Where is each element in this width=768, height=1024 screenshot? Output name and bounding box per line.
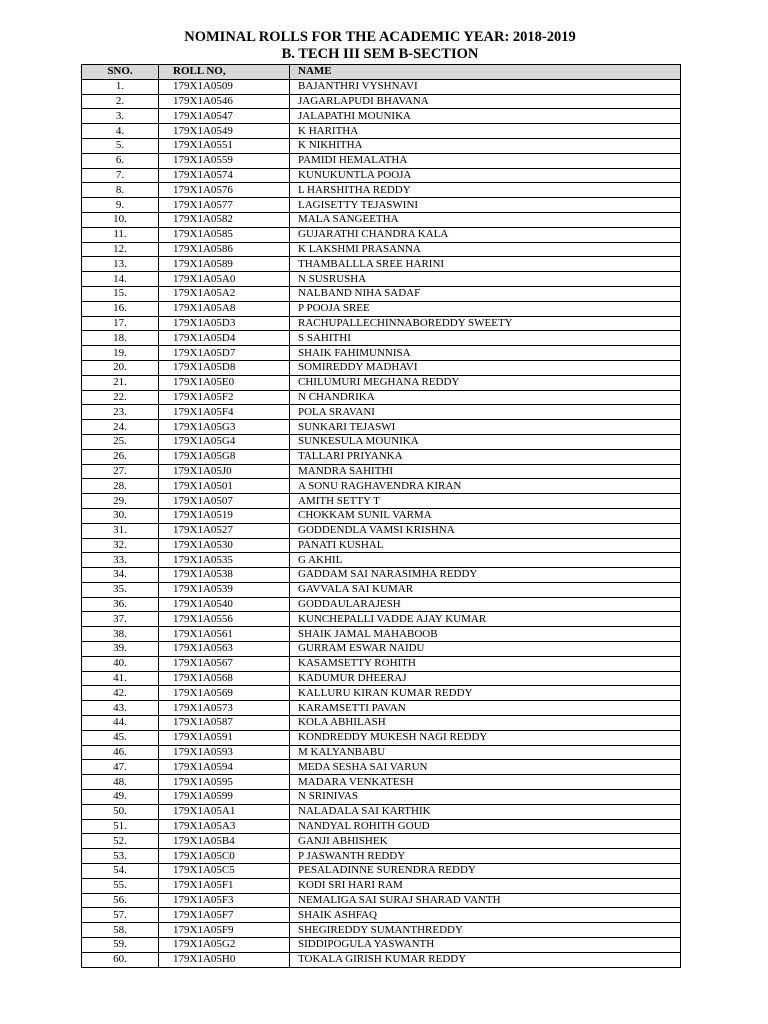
student-name-cell: KUNCHEPALLI VADDE AJAY KUMAR [290,612,681,627]
table-row [82,257,681,272]
roll-number-cell: 179X1A05F2 [159,390,290,405]
table-row [82,405,681,420]
student-name-cell: KONDREDDY MUKESH NAGI REDDY [290,730,681,745]
roll-number-cell: 179X1A0519 [159,508,290,523]
student-name-cell: A SONU RAGHAVENDRA KIRAN [290,479,681,494]
roll-number-cell: 179X1A0577 [159,198,290,213]
table-row [82,508,681,523]
table-row [82,538,681,553]
roll-number-cell: 179X1A05D3 [159,316,290,331]
student-name-cell: AMITH SETTY T [290,494,681,509]
student-name-cell: N SRINIVAS [290,790,681,805]
serial-number-cell: 19. [82,346,159,361]
serial-number-cell: 14. [82,272,159,287]
serial-number-cell: 28. [82,479,159,494]
table-row [82,301,681,316]
serial-number-cell: 42. [82,686,159,701]
student-name-cell: P JASWANTH REDDY [290,849,681,864]
serial-number-cell: 48. [82,775,159,790]
student-name-cell: POLA SRAVANI [290,405,681,420]
table-row [82,272,681,287]
serial-number-cell: 12. [82,242,159,257]
table-row [82,627,681,642]
table-row [82,819,681,834]
roll-number-cell: 179X1A0509 [159,79,290,94]
serial-number-cell: 26. [82,449,159,464]
table-row [82,434,681,449]
roll-number-cell: 179X1A05G8 [159,449,290,464]
student-name-cell: CHILUMURI MEGHANA REDDY [290,375,681,390]
serial-number-cell: 8. [82,183,159,198]
serial-number-cell: 36. [82,597,159,612]
table-row [82,198,681,213]
roll-number-cell: 179X1A0567 [159,656,290,671]
serial-number-cell: 9. [82,198,159,213]
roll-number-cell: 179X1A0569 [159,686,290,701]
serial-number-cell: 23. [82,405,159,420]
roll-number-cell: 179X1A0538 [159,568,290,583]
roll-number-cell: 179X1A0535 [159,553,290,568]
student-name-cell: RACHUPALLECHINNABOREDDY SWEETY [290,316,681,331]
table-row [82,804,681,819]
serial-number-cell: 59. [82,938,159,953]
table-row [82,79,681,94]
serial-number-cell: 39. [82,642,159,657]
student-name-cell: L HARSHITHA REDDY [290,183,681,198]
roll-number-cell: 179X1A05G4 [159,434,290,449]
table-row [82,523,681,538]
nominal-roll-table [81,64,681,968]
table-row [82,331,681,346]
roll-number-cell: 179X1A0573 [159,701,290,716]
student-name-cell: SOMIREDDY MADHAVI [290,360,681,375]
table-row [82,716,681,731]
table-row [82,701,681,716]
serial-number-cell: 51. [82,819,159,834]
table-row [82,790,681,805]
student-name-cell: SHEGIREDDY SUMANTHREDDY [290,923,681,938]
student-name-cell: PESALADINNE SURENDRA REDDY [290,864,681,879]
roll-number-cell: 179X1A05A1 [159,804,290,819]
column-header-sno: SNO. [82,65,159,80]
document-subtitle: B. TECH III SEM B-SECTION [281,46,479,62]
student-name-cell: KODI SRI HARI RAM [290,878,681,893]
table-row [82,864,681,879]
serial-number-cell: 53. [82,849,159,864]
serial-number-cell: 15. [82,286,159,301]
student-name-cell: SUNKESULA MOUNIKA [290,434,681,449]
table-row [82,494,681,509]
roll-number-cell: 179X1A0586 [159,242,290,257]
table-row [82,775,681,790]
serial-number-cell: 32. [82,538,159,553]
student-name-cell: TALLARI PRIYANKA [290,449,681,464]
table-row [82,834,681,849]
roll-number-cell: 179X1A0582 [159,212,290,227]
roll-number-cell: 179X1A0563 [159,642,290,657]
table-row [82,745,681,760]
student-name-cell: KARAMSETTI PAVAN [290,701,681,716]
roll-number-cell: 179X1A05H0 [159,952,290,967]
serial-number-cell: 35. [82,582,159,597]
student-name-cell: MALA SANGEETHA [290,212,681,227]
student-name-cell: SUNKARI TEJASWI [290,420,681,435]
student-name-cell: LAGISETTY TEJASWINI [290,198,681,213]
student-name-cell: KADUMUR DHEERAJ [290,671,681,686]
serial-number-cell: 44. [82,716,159,731]
table-row [82,553,681,568]
table-row [82,730,681,745]
roll-number-cell: 179X1A05C0 [159,849,290,864]
roll-number-cell: 179X1A05B4 [159,834,290,849]
student-name-cell: PAMIDI HEMALATHA [290,153,681,168]
roll-number-cell: 179X1A0540 [159,597,290,612]
roll-number-cell: 179X1A05F1 [159,878,290,893]
serial-number-cell: 22. [82,390,159,405]
student-name-cell: MADARA VENKATESH [290,775,681,790]
student-name-cell: GURRAM ESWAR NAIDU [290,642,681,657]
table-row [82,656,681,671]
student-name-cell: NALADALA SAI KARTHIK [290,804,681,819]
serial-number-cell: 60. [82,952,159,967]
roll-number-cell: 179X1A0527 [159,523,290,538]
table-row [82,671,681,686]
roll-number-cell: 179X1A05A2 [159,286,290,301]
roll-number-cell: 179X1A05A0 [159,272,290,287]
student-name-cell: MANDRA SAHITHI [290,464,681,479]
table-row [82,316,681,331]
student-name-cell: PANATI KUSHAL [290,538,681,553]
serial-number-cell: 30. [82,508,159,523]
roll-number-cell: 179X1A0576 [159,183,290,198]
student-name-cell: KOLA ABHILASH [290,716,681,731]
student-name-cell: S SAHITHI [290,331,681,346]
table-row [82,153,681,168]
table-header-row [82,65,681,80]
table-row [82,760,681,775]
table-row [82,464,681,479]
serial-number-cell: 46. [82,745,159,760]
roll-number-cell: 179X1A05F7 [159,908,290,923]
table-row [82,227,681,242]
roll-number-cell: 179X1A0539 [159,582,290,597]
table-row [82,346,681,361]
roll-number-cell: 179X1A0549 [159,124,290,139]
table-row [82,642,681,657]
serial-number-cell: 21. [82,375,159,390]
roll-number-cell: 179X1A05A8 [159,301,290,316]
student-name-cell: GANJI ABHISHEK [290,834,681,849]
serial-number-cell: 27. [82,464,159,479]
roll-number-cell: 179X1A0599 [159,790,290,805]
student-name-cell: GODDAULARAJESH [290,597,681,612]
table-row [82,286,681,301]
student-name-cell: NALBAND NIHA SADAF [290,286,681,301]
table-row [82,568,681,583]
serial-number-cell: 11. [82,227,159,242]
roll-number-cell: 179X1A0547 [159,109,290,124]
student-name-cell: K LAKSHMI PRASANNA [290,242,681,257]
roll-number-cell: 179X1A0559 [159,153,290,168]
student-name-cell: GODDENDLA VAMSI KRISHNA [290,523,681,538]
roll-number-cell: 179X1A0561 [159,627,290,642]
roll-number-cell: 179X1A05F9 [159,923,290,938]
student-name-cell: NANDYAL ROHITH GOUD [290,819,681,834]
table-row [82,686,681,701]
table-row [82,124,681,139]
roll-number-cell: 179X1A0594 [159,760,290,775]
student-name-cell: SHAIK FAHIMUNNISA [290,346,681,361]
student-name-cell: N CHANDRIKA [290,390,681,405]
student-name-cell: MEDA SESHA SAI VARUN [290,760,681,775]
serial-number-cell: 49. [82,790,159,805]
table-row [82,109,681,124]
student-name-cell: CHOKKAM SUNIL VARMA [290,508,681,523]
roll-number-cell: 179X1A0595 [159,775,290,790]
roll-number-cell: 179X1A0551 [159,138,290,153]
serial-number-cell: 57. [82,908,159,923]
table-row [82,420,681,435]
table-row [82,597,681,612]
table-row [82,893,681,908]
serial-number-cell: 29. [82,494,159,509]
student-name-cell: GAVVALA SAI KUMAR [290,582,681,597]
serial-number-cell: 38. [82,627,159,642]
table-row [82,212,681,227]
table-row [82,138,681,153]
roll-number-cell: 179X1A0530 [159,538,290,553]
serial-number-cell: 17. [82,316,159,331]
table-row [82,94,681,109]
serial-number-cell: 2. [82,94,159,109]
roll-number-cell: 179X1A05A3 [159,819,290,834]
student-name-cell: TOKALA GIRISH KUMAR REDDY [290,952,681,967]
serial-number-cell: 43. [82,701,159,716]
roll-number-cell: 179X1A05D8 [159,360,290,375]
table-row [82,849,681,864]
table-row [82,878,681,893]
roll-number-cell: 179X1A0585 [159,227,290,242]
roll-number-cell: 179X1A0568 [159,671,290,686]
serial-number-cell: 50. [82,804,159,819]
table-row [82,908,681,923]
serial-number-cell: 33. [82,553,159,568]
serial-number-cell: 56. [82,893,159,908]
table-row [82,183,681,198]
student-name-cell: P POOJA SREE [290,301,681,316]
roll-number-cell: 179X1A05G2 [159,938,290,953]
table-row [82,612,681,627]
serial-number-cell: 55. [82,878,159,893]
roll-number-cell: 179X1A05E0 [159,375,290,390]
serial-number-cell: 34. [82,568,159,583]
student-name-cell: N SUSRUSHA [290,272,681,287]
table-row [82,952,681,967]
student-name-cell: BAJANTHRI VYSHNAVI [290,79,681,94]
serial-number-cell: 6. [82,153,159,168]
table-row [82,449,681,464]
table-body [82,79,681,967]
serial-number-cell: 16. [82,301,159,316]
serial-number-cell: 10. [82,212,159,227]
student-name-cell: NEMALIGA SAI SURAJ SHARAD VANTH [290,893,681,908]
roll-number-cell: 179X1A0546 [159,94,290,109]
roll-number-cell: 179X1A05D7 [159,346,290,361]
table-row [82,390,681,405]
serial-number-cell: 25. [82,434,159,449]
serial-number-cell: 1. [82,79,159,94]
table-row [82,479,681,494]
roll-number-cell: 179X1A05F3 [159,893,290,908]
serial-number-cell: 58. [82,923,159,938]
table-row [82,375,681,390]
serial-number-cell: 5. [82,138,159,153]
roll-number-cell: 179X1A0589 [159,257,290,272]
roll-number-cell: 179X1A05C5 [159,864,290,879]
roll-number-cell: 179X1A0593 [159,745,290,760]
serial-number-cell: 7. [82,168,159,183]
student-name-cell: SHAIK ASHFAQ [290,908,681,923]
student-name-cell: KALLURU KIRAN KUMAR REDDY [290,686,681,701]
roll-number-cell: 179X1A0556 [159,612,290,627]
serial-number-cell: 54. [82,864,159,879]
column-header-roll-no: ROLL NO, [159,65,290,80]
student-name-cell: K HARITHA [290,124,681,139]
serial-number-cell: 20. [82,360,159,375]
student-name-cell: K NIKHITHA [290,138,681,153]
serial-number-cell: 18. [82,331,159,346]
roll-number-cell: 179X1A05G3 [159,420,290,435]
roll-number-cell: 179X1A0501 [159,479,290,494]
student-name-cell: KASAMSETTY ROHITH [290,656,681,671]
student-name-cell: M KALYANBABU [290,745,681,760]
roll-number-cell: 179X1A0507 [159,494,290,509]
table-row [82,242,681,257]
student-name-cell: KUNUKUNTLA POOJA [290,168,681,183]
table-row [82,168,681,183]
table-row [82,582,681,597]
table-row [82,360,681,375]
document-title: NOMINAL ROLLS FOR THE ACADEMIC YEAR: 2018-2019 [184,29,576,45]
serial-number-cell: 24. [82,420,159,435]
student-name-cell: JAGARLAPUDI BHAVANA [290,94,681,109]
roll-number-cell: 179X1A05D4 [159,331,290,346]
student-name-cell: SHAIK JAMAL MAHABOOB [290,627,681,642]
serial-number-cell: 40. [82,656,159,671]
student-name-cell: GADDAM SAI NARASIMHA REDDY [290,568,681,583]
serial-number-cell: 47. [82,760,159,775]
serial-number-cell: 3. [82,109,159,124]
student-name-cell: THAMBALLLA SREE HARINI [290,257,681,272]
student-name-cell: G AKHIL [290,553,681,568]
serial-number-cell: 13. [82,257,159,272]
roll-number-cell: 179X1A05J0 [159,464,290,479]
serial-number-cell: 37. [82,612,159,627]
roll-number-cell: 179X1A0587 [159,716,290,731]
student-name-cell: GUJARATHI CHANDRA KALA [290,227,681,242]
serial-number-cell: 41. [82,671,159,686]
roll-number-cell: 179X1A0591 [159,730,290,745]
serial-number-cell: 52. [82,834,159,849]
student-name-cell: SIDDIPOGULA YASWANTH [290,938,681,953]
serial-number-cell: 45. [82,730,159,745]
roll-number-cell: 179X1A0574 [159,168,290,183]
table-row [82,923,681,938]
serial-number-cell: 4. [82,124,159,139]
column-header-name: NAME [290,65,681,80]
roll-number-cell: 179X1A05F4 [159,405,290,420]
student-name-cell: JALAPATHI MOUNIKA [290,109,681,124]
serial-number-cell: 31. [82,523,159,538]
table-row [82,938,681,953]
